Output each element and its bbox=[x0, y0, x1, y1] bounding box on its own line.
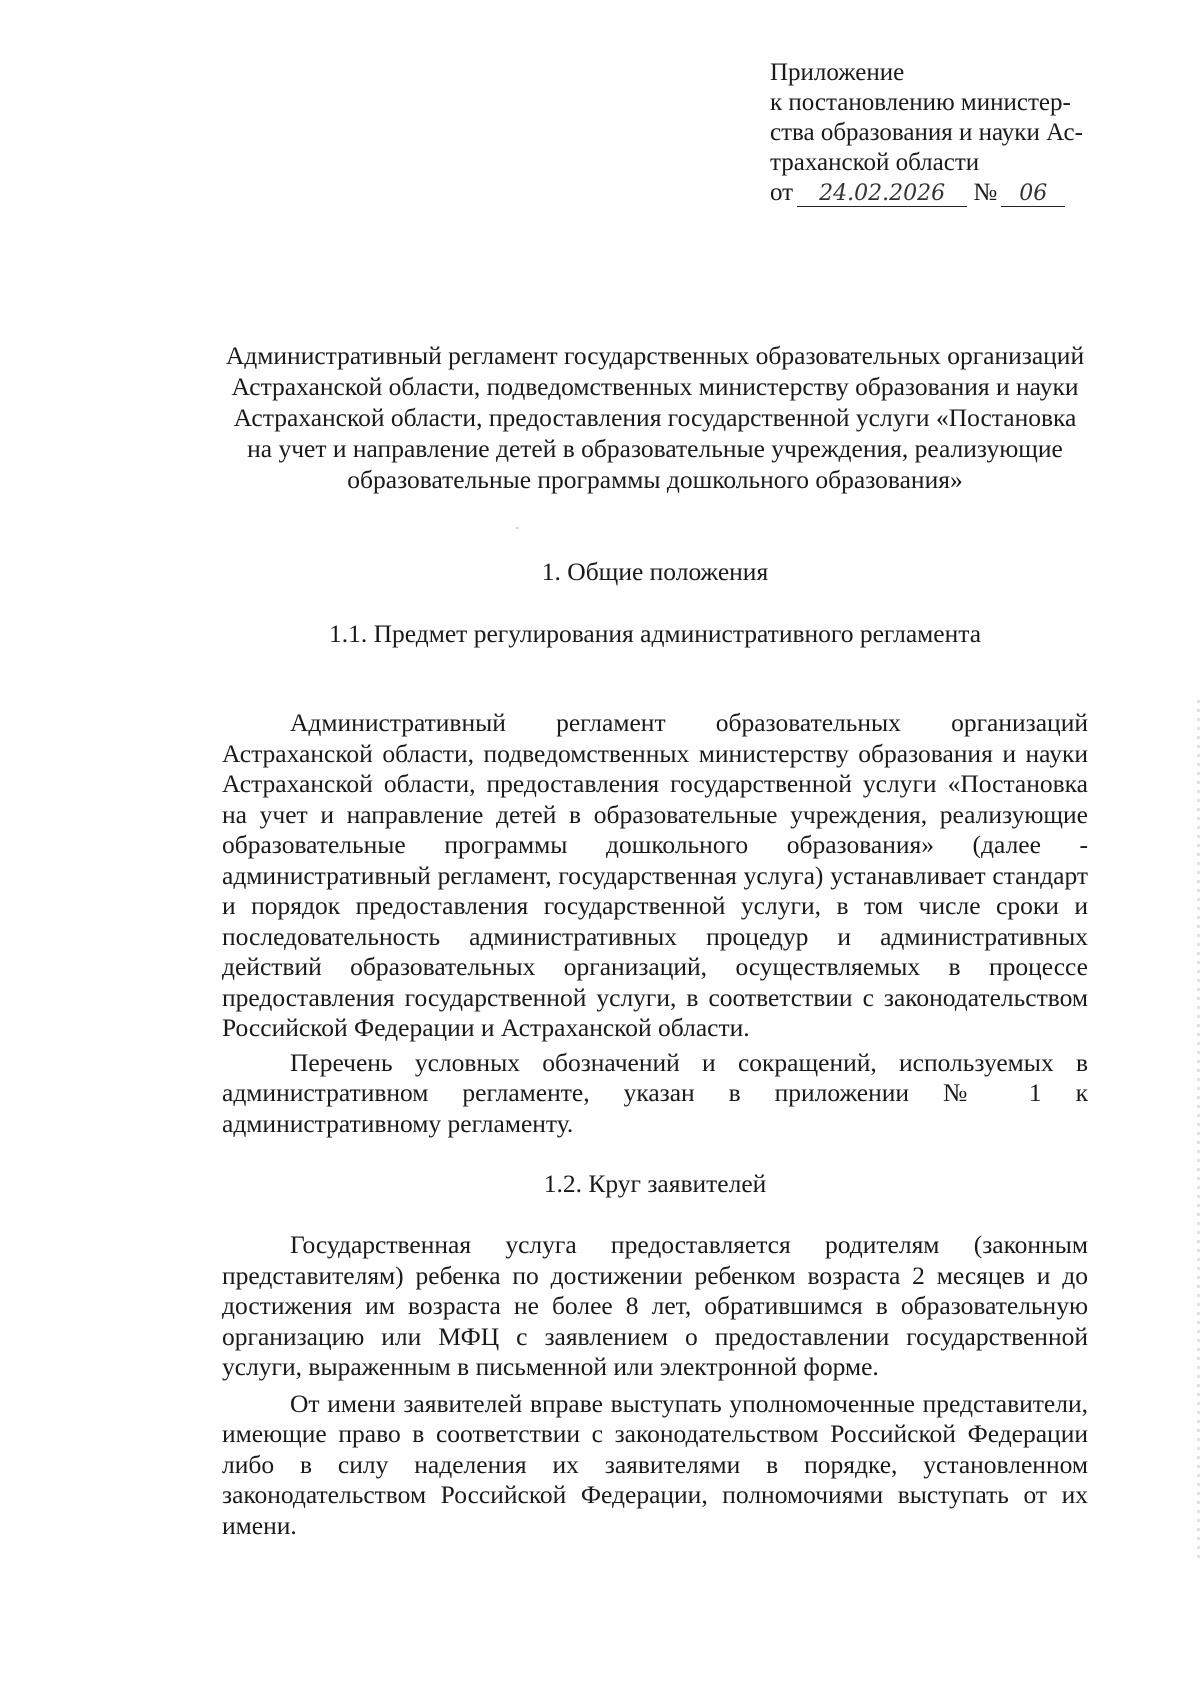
section-heading-1: 1. Общие положения bbox=[541, 557, 769, 586]
from-label: от bbox=[770, 179, 794, 206]
paragraph: Перечень условных обозначений и сокращений, используемых в административном регламенте, указан в приложении № 1 к административному регламенту. bbox=[222, 1047, 1088, 1138]
number-label: № bbox=[973, 179, 998, 206]
document-title: Административный регламент государственных образовательных организаций Астраханской области, подведомственных министерству образования и науки Астраханской области, предоставления государственной услуги «Постановка на учет и направление детей в образовательные учреждения, реализующие образовательные программы дошкольного образования» bbox=[225, 341, 1085, 494]
appendix-line-4: траханской области bbox=[770, 149, 980, 176]
appendix-date-number-line bbox=[770, 178, 1070, 208]
paragraph: Государственная услуга предоставляется родителям (законным представителям) ребенка по достижении ребенком возраста 2 месяцев и до достижения им возраста не более 8 лет, обратившимся в образовательную организацию или МФЦ с заявлением о предоставлении государственной услуги, выраженным в письменной или электронной форме. bbox=[222, 1230, 1088, 1381]
paragraph: От имени заявителей вправе выступать уполномоченные представители, имеющие право в соответствии с законодательством Российской Федерации либо в силу наделения их заявителями в порядке, установленном законодательством Российской Федерации, полномочиями выступать от их имени. bbox=[222, 1388, 1088, 1540]
section-1-1-body bbox=[222, 708, 1088, 1139]
appendix-title: Приложение bbox=[770, 59, 905, 86]
paragraph: Административный регламент образовательных организаций Астраханской области, подведомственных министерству образования и науки Астраханской области, предоставления государственной услуги «Постановка на учет и направление детей в образовательные учреждения, реализующие образовательные программы дошкольного образования» (далее - административный регламент, государственная услуга) устанавливает стандарт и порядок предоставления государственной услуги, в том числе сроки и последовательность административных процедур и административных действий образовательных организаций, осуществляемых в процессе предоставления государственной услуги, в соответствии с законодательством Российской Федерации и Астраханской области. bbox=[222, 708, 1088, 1042]
scan-speck bbox=[516, 527, 518, 529]
section-heading-1-1: 1.1. Предмет регулирования административного регламента bbox=[328, 619, 982, 648]
appendix-block bbox=[770, 58, 1083, 208]
appendix-line-2: к постановлению министер- bbox=[770, 89, 1071, 116]
section-heading-1-2: 1.2. Круг заявителей bbox=[543, 1169, 767, 1198]
handwritten-date: 24.02.2026 bbox=[797, 182, 967, 207]
appendix-line-3: ства образования и науки Ас- bbox=[770, 119, 1083, 146]
section-1-2-body bbox=[222, 1230, 1088, 1541]
handwritten-number: 06 bbox=[1001, 182, 1065, 207]
